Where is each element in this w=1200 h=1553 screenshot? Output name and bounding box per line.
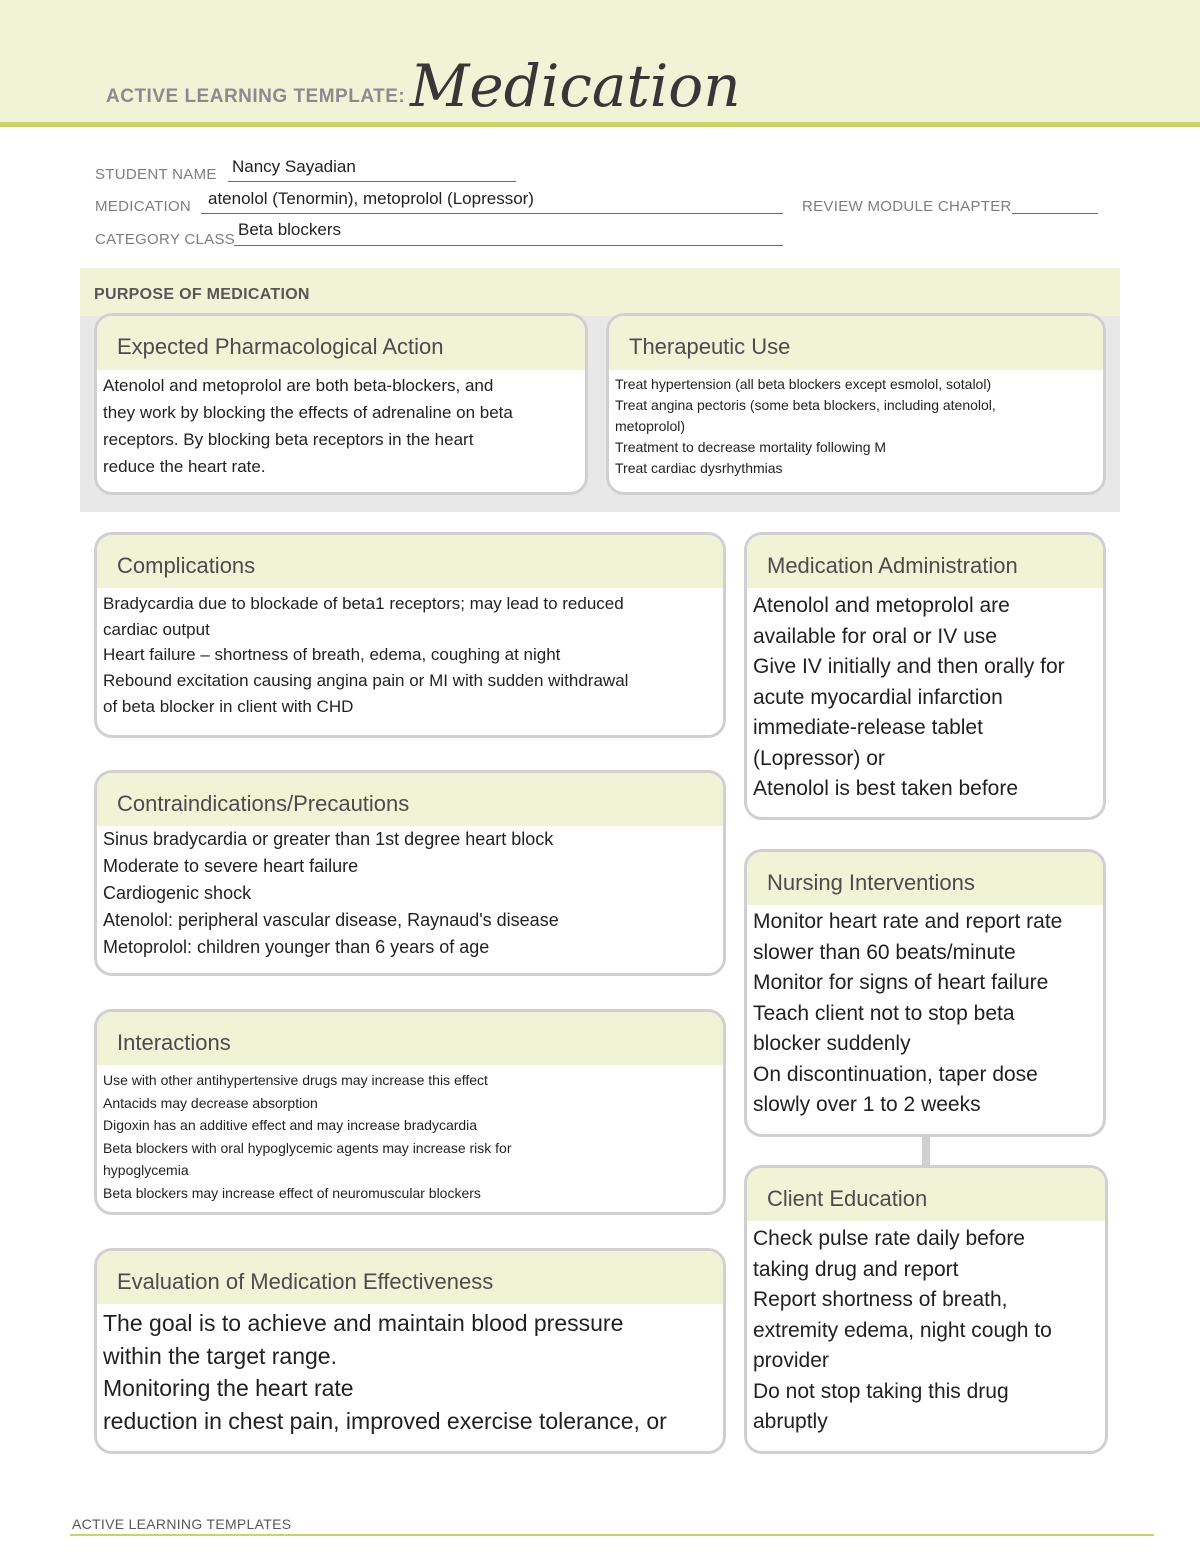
text-line: Cardiogenic shock <box>103 883 252 903</box>
text-line: Check pulse rate daily before <box>753 1227 1025 1250</box>
student-name-field[interactable]: Nancy Sayadian <box>232 157 356 176</box>
interactions-title: Interactions <box>117 1030 231 1055</box>
text-line: available for oral or IV use <box>753 624 997 648</box>
text-line: Treatment to decrease mortality following M <box>615 439 887 455</box>
text-line: Sinus bradycardia or greater than 1st degree heart block <box>103 829 554 849</box>
text-line: Report shortness of breath, <box>753 1288 1008 1311</box>
text-line: Bradycardia due to blockade of beta1 receptors; may lead to reduced <box>103 594 624 613</box>
footer-text: ACTIVE LEARNING TEMPLATES <box>72 1516 292 1532</box>
text-line: reduction in chest pain, improved exercise tolerance, or <box>103 1407 667 1434</box>
category-class-field[interactable]: Beta blockers <box>238 220 341 239</box>
medication-underline <box>201 213 783 214</box>
text-line: (Lopressor) or <box>753 746 885 770</box>
nursing-title: Nursing Interventions <box>767 870 975 895</box>
text-line: extremity edema, night cough to <box>753 1318 1052 1342</box>
text-line: immediate-release tablet <box>753 716 983 739</box>
footer-divider <box>70 1534 1154 1536</box>
text-line: Metoprolol: children younger than 6 years of age <box>103 937 490 957</box>
complications-box <box>94 532 726 738</box>
text-line: Monitoring the heart rate <box>103 1375 354 1401</box>
text-line: On discontinuation, taper dose <box>753 1062 1038 1086</box>
interactions-box <box>94 1009 726 1215</box>
purpose-title: PURPOSE OF MEDICATION <box>94 286 310 303</box>
education-box <box>744 1165 1108 1454</box>
text-line: Antacids may decrease absorption <box>103 1094 318 1111</box>
text-line: The goal is to achieve and maintain blood pressure <box>103 1310 624 1336</box>
text-line: Treat angina pectoris (some beta blockers, including atenolol, <box>615 397 996 413</box>
text-line: cardiac output <box>103 619 210 639</box>
text-line: Give IV initially and then orally for <box>753 655 1065 678</box>
medication-field[interactable]: atenolol (Tenormin), metoprolol (Lopressor) <box>208 189 534 208</box>
text-line: taking drug and report <box>753 1257 959 1281</box>
text-line: Teach client not to stop beta <box>753 1001 1015 1025</box>
box-connector <box>922 1134 930 1166</box>
text-line: Digoxin has an additive effect and may increase bradycardia <box>103 1117 478 1133</box>
text-line: Beta blockers with oral hypoglycemic agents may increase risk for <box>103 1139 512 1156</box>
text-line: metoprolol) <box>615 418 686 434</box>
complications-title: Complications <box>117 553 256 578</box>
contraindications-text[interactable] <box>103 826 715 961</box>
expected-action-box <box>94 313 588 495</box>
text-line: Monitor for signs of heart failure <box>753 971 1049 994</box>
review-module-underline <box>1012 213 1098 214</box>
text-line: Use with other antihypertensive drugs may increase this effect <box>103 1072 488 1088</box>
nursing-box <box>744 849 1106 1137</box>
text-line: Monitor heart rate and report rate <box>753 910 1063 933</box>
review-module-label: REVIEW MODULE CHAPTER <box>802 198 1012 215</box>
text-line: Rebound excitation causing angina pain or MI with sudden withdrawal <box>103 671 629 691</box>
student-name-underline <box>228 181 516 182</box>
category-class-underline <box>234 245 783 246</box>
text-line: slowly over 1 to 2 weeks <box>753 1093 981 1116</box>
text-line: acute myocardial infarction <box>753 685 1003 709</box>
category-class-label: CATEGORY CLASS <box>95 231 236 248</box>
therapeutic-use-text[interactable] <box>615 374 1095 479</box>
text-line: they work by blocking the effects of adrenaline on beta <box>103 403 513 422</box>
text-line: Atenolol and metoprolol are both beta-blockers, and <box>103 376 494 395</box>
text-line: within the target range. <box>103 1342 337 1369</box>
text-line: Heart failure – shortness of breath, edema, coughing at night <box>103 645 561 665</box>
administration-box <box>744 532 1106 820</box>
contraindications-title: Contraindications/Precautions <box>117 791 410 816</box>
therapeutic-use-box <box>606 313 1106 495</box>
therapeutic-use-title: Therapeutic Use <box>629 334 791 359</box>
text-line: Atenolol and metoprolol are <box>753 594 1010 617</box>
evaluation-box <box>94 1248 726 1454</box>
text-line: Atenolol is best taken before <box>753 777 1019 800</box>
text-line: hypoglycemia <box>103 1162 189 1178</box>
text-line: Beta blockers may increase effect of neuromuscular blockers <box>103 1184 481 1201</box>
complications-text[interactable] <box>103 591 715 720</box>
student-name-label: STUDENT NAME <box>95 166 217 183</box>
text-line: Atenolol: peripheral vascular disease, Raynaud's disease <box>103 910 559 930</box>
administration-text[interactable] <box>753 591 1095 805</box>
text-line: blocker suddenly <box>753 1032 911 1055</box>
template-title: Medication <box>410 52 741 120</box>
nursing-text[interactable] <box>753 907 1095 1121</box>
contraindications-box <box>94 770 726 976</box>
interactions-text[interactable] <box>103 1069 715 1204</box>
template-label: ACTIVE LEARNING TEMPLATE: <box>106 86 406 107</box>
text-line: slower than 60 beats/minute <box>753 940 1016 964</box>
evaluation-text[interactable] <box>103 1307 715 1437</box>
expected-action-title: Expected Pharmacological Action <box>117 334 444 359</box>
header-divider <box>0 122 1200 127</box>
text-line: provider <box>753 1349 829 1372</box>
evaluation-title: Evaluation of Medication Effectiveness <box>117 1269 494 1294</box>
text-line: reduce the heart rate. <box>103 457 266 476</box>
text-line: Moderate to severe heart failure <box>103 856 359 876</box>
education-title: Client Education <box>767 1186 928 1211</box>
text-line: receptors. By blocking beta receptors in the heart <box>103 430 474 449</box>
text-line: abruptly <box>753 1410 828 1433</box>
text-line: Treat cardiac dysrhythmias <box>615 460 783 476</box>
education-text[interactable] <box>753 1224 1097 1438</box>
text-line: Do not stop taking this drug <box>753 1379 1009 1403</box>
administration-title: Medication Administration <box>767 553 1018 578</box>
text-line: Treat hypertension (all beta blockers except esmolol, sotalol) <box>615 376 992 392</box>
expected-action-text[interactable] <box>103 372 577 480</box>
medication-label: MEDICATION <box>95 198 192 215</box>
text-line: of beta blocker in client with CHD <box>103 696 354 716</box>
